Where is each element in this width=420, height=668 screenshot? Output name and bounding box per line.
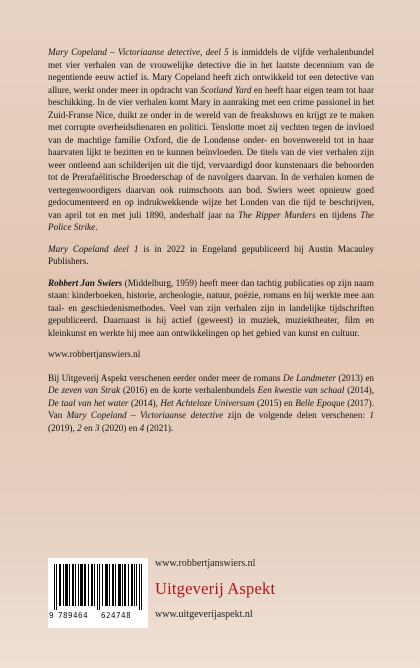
author-url[interactable]: www.robbertjanswiers.nl <box>155 558 256 569</box>
author-website[interactable]: www.robbertjanswiers.nl <box>48 349 141 359</box>
paragraph-english-edition: Mary Copeland deel 1 is in 2022 in Engeland gepubliceerd bij Austin Macauley Publishers. <box>48 243 374 266</box>
publisher-block <box>155 556 395 620</box>
paragraph-author-bio: Robbert Jan Swiers (Middelburg, 1959) heeft meer dan tachtig publicaties op zijn naam staan: kinderboeken, historie, archeologie, natuur, poëzie, romans en hij werkte mee aan taal- en geschiedenismethodes. Veel van zijn verhalen zijn in landelijke tijdschriften gepubliceerd. Daarnaast is hij actief (geweest) in muziek, muziektheater, film en kleinkunst en werkte hij mee aan ontwikkelingen op het gebied van kunst en cultuur. <box>48 277 374 338</box>
paragraph-description: Mary Copeland – Victoriaanse detective, deel 5 is inmiddels de vijfde verhalenbundel met vier verhalen van de vrouwelijke detective die in het laatste decennium van de negentiende eeuw actief is. Mary Copeland heeft zich ontwikkeld tot een detective van allure, werkt onder meer in opdracht van Scotland Yard en heeft haar eigen team tot haar beschikking. In de vier verhalen komt Mary in aanraking met een crime passionel in het Zuid-Franse Nice, duikt ze onder in de wereld van de freakshows en krijgt ze te maken met corrupte overheidsdienaren en politici. Tenslotte moet zij vechten tegen de invloed van de machtige familie Oxford, die de Londense onder- en bovenwereld tot in haar haarvaten lijkt te bezitten en te kunnen beïnvloeden. De titels van de vier verhalen zijn weer ontleend aan schilderijen uit die tijd, vervaardigd door kunstenaars die behoorden tot de Prerafaëlitische Broederschap of de navolgers daarvan. In de verhalen komen de vertegenwoordigers daarvan ook ruimschoots aan bod. Swiers weet opnieuw goed gedocumenteerd en op indrukwekkende wijze het Londen van die tijd te beschrijven, van april tot en met juli 1890, anderhalf jaar na The Ripper Murders en tijdens The Police Strike. <box>48 47 375 232</box>
paragraph-previous-works: Bij Uitgeverij Aspekt verschenen eerder onder meer de romans De Landmeter (2013) en De zeven van Strak (2016) en de korte verhalenbundels Een kwestie van schaal (2014), De taal van het water (2014), Het Achteloze Universum (2015) en Belle Epoque (2017). Van Mary Copeland – Victoriaanse detective zijn de volgende delen verschenen: 1 (2019), 2 en 3 (2020) en 4 (2021). <box>48 372 374 433</box>
publisher-url[interactable]: www.uitgeverijaspekt.nl <box>155 609 253 620</box>
publisher-name: Uitgeverij Aspekt <box>155 579 276 598</box>
isbn-barcode: 9 789464 624748 <box>48 558 148 628</box>
barcode-icon <box>54 564 142 610</box>
blurb-text <box>48 46 374 443</box>
